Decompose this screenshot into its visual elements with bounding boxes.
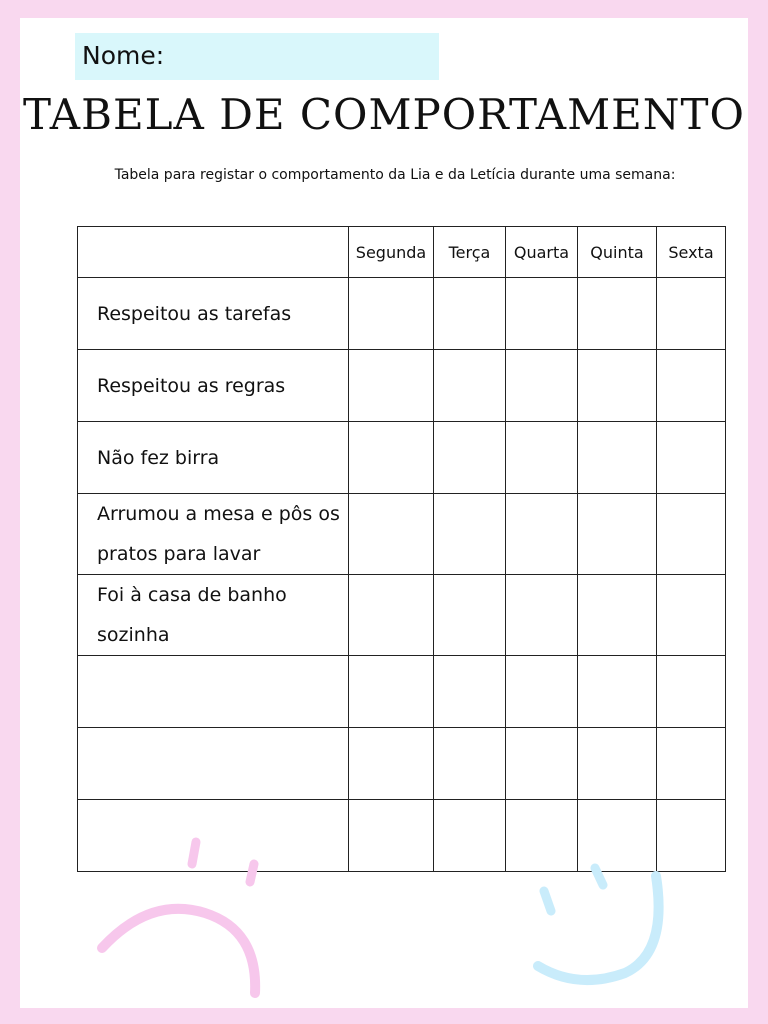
behavior-label: Foi à casa de banho sozinha <box>78 575 349 656</box>
header-day-wednesday: Quarta <box>506 227 578 278</box>
sad-face-eye-left <box>192 842 196 864</box>
header-day-monday: Segunda <box>349 227 434 278</box>
page-subtitle: Tabela para registar o comportamento da Lia e da Letícia durante uma semana: <box>114 167 676 183</box>
happy-face-mouth <box>538 876 659 980</box>
name-label: Nome: <box>82 41 165 70</box>
header-day-thursday: Quinta <box>578 227 657 278</box>
sad-face-eye-right <box>250 864 254 882</box>
header-day-tuesday: Terça <box>434 227 506 278</box>
page-title: TABELA DE COMPORTAMENTO <box>23 90 745 139</box>
happy-face-icon <box>538 868 659 980</box>
worksheet-page <box>20 18 748 1008</box>
header-day-friday: Sexta <box>657 227 726 278</box>
happy-face-eye-left <box>544 891 551 911</box>
behavior-label: Não fez birra <box>78 422 349 494</box>
face-decorations <box>20 18 748 1008</box>
happy-face-eye-right <box>595 868 603 885</box>
behavior-label: Arrumou a mesa e pôs os pratos para lavar <box>78 494 349 575</box>
behavior-label: Respeitou as tarefas <box>78 278 349 350</box>
sad-face-icon <box>102 842 255 993</box>
sad-face-mouth <box>102 909 255 993</box>
behavior-label: Respeitou as regras <box>78 350 349 422</box>
